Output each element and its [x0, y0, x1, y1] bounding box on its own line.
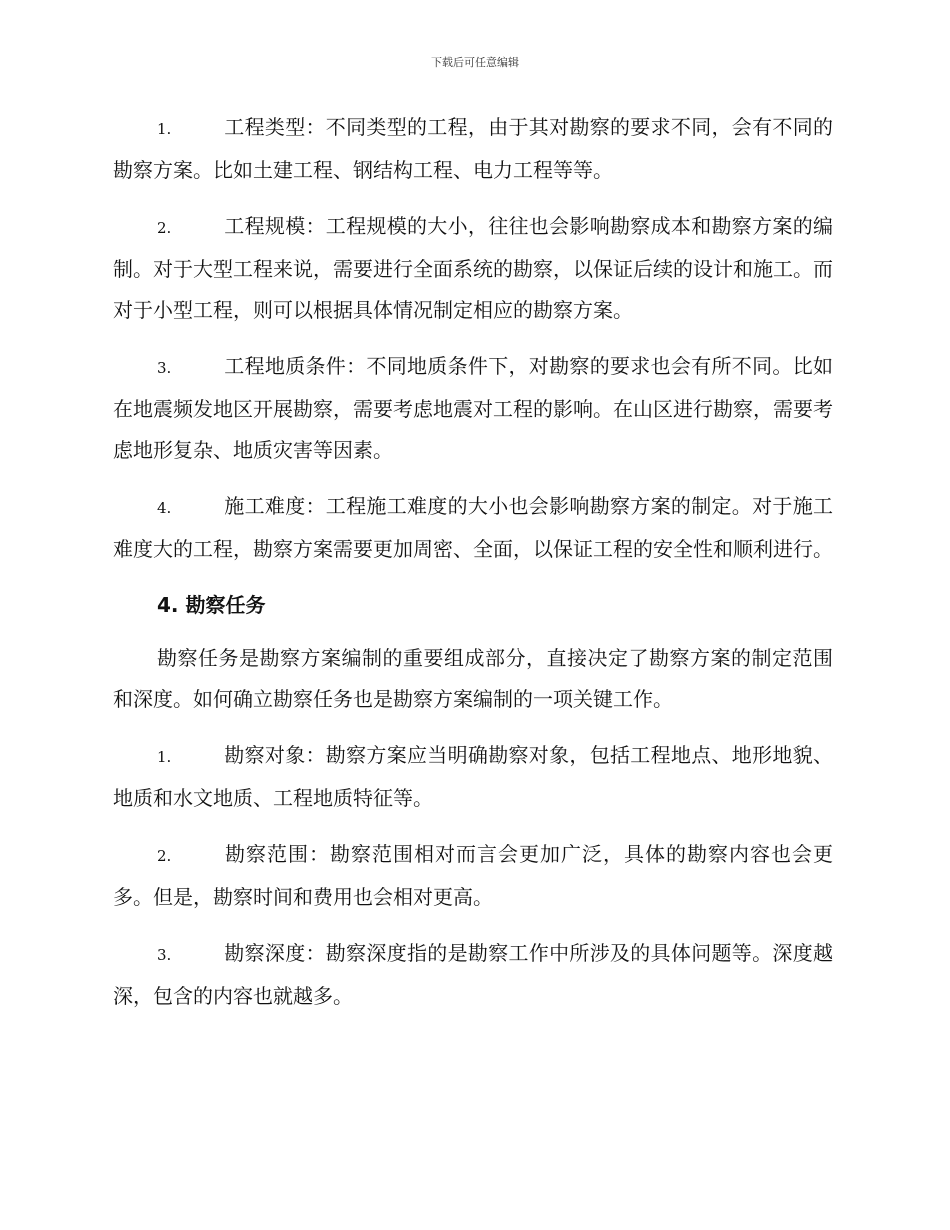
list-item: [113, 933, 833, 1017]
list-item-number: 1.: [157, 120, 172, 138]
list-item-number: 3.: [157, 359, 172, 377]
list-item-number: 2.: [157, 847, 172, 865]
list-item: [113, 206, 833, 331]
list-item: [113, 735, 833, 819]
list-item-text: 施工难度：工程施工难度的大小也会影响勘察方案的制定。对于施工难度大的工程，勘察方案需要更加周密、全面，以保证工程的安全性和顺利进行。: [113, 494, 833, 561]
document-body: [113, 107, 833, 1032]
list-item: [113, 486, 833, 570]
list-item-number: 3.: [157, 946, 172, 964]
list-item: [113, 107, 833, 191]
list-item-text: 勘察深度：勘察深度指的是勘察工作中所涉及的具体问题等。深度越深，包含的内容也就越多。: [113, 941, 833, 1008]
list-item-text: 勘察范围：勘察范围相对而言会更加广泛，具体的勘察内容也会更多。但是，勘察时间和费用也会相对更高。: [113, 842, 833, 909]
list-item-text: 工程类型：不同类型的工程，由于其对勘察的要求不同，会有不同的勘察方案。比如土建工程、钢结构工程、电力工程等等。: [113, 115, 833, 182]
section-heading: 4. 勘察任务: [157, 593, 266, 617]
list-item: [113, 346, 833, 471]
list-item: [113, 834, 833, 918]
list-item-text: 工程规模：工程规模的大小，往往也会影响勘察成本和勘察方案的编制。对于大型工程来说，需要进行全面系统的勘察，以保证后续的设计和施工。而对于小型工程，则可以根据具体情况制定相应的勘察方案。: [113, 214, 833, 322]
list-item-number: 4.: [157, 499, 172, 517]
list-item-number: 2.: [157, 219, 172, 237]
list-item-number: 1.: [157, 748, 172, 766]
list-item-text: 勘察对象：勘察方案应当明确勘察对象，包括工程地点、地形地貌、地质和水文地质、工程地质特征等。: [113, 743, 833, 810]
list-item-text: 工程地质条件：不同地质条件下，对勘察的要求也会有所不同。比如在地震频发地区开展勘察，需要考虑地震对工程的影响。在山区进行勘察，需要考虑地形复杂、地质灾害等因素。: [113, 354, 833, 462]
section-intro: 勘察任务是勘察方案编制的重要组成部分，直接决定了勘察方案的制定范围和深度。如何确立勘察任务也是勘察方案编制的一项关键工作。: [113, 646, 833, 711]
page-header: 下载后可任意编辑: [431, 56, 519, 69]
